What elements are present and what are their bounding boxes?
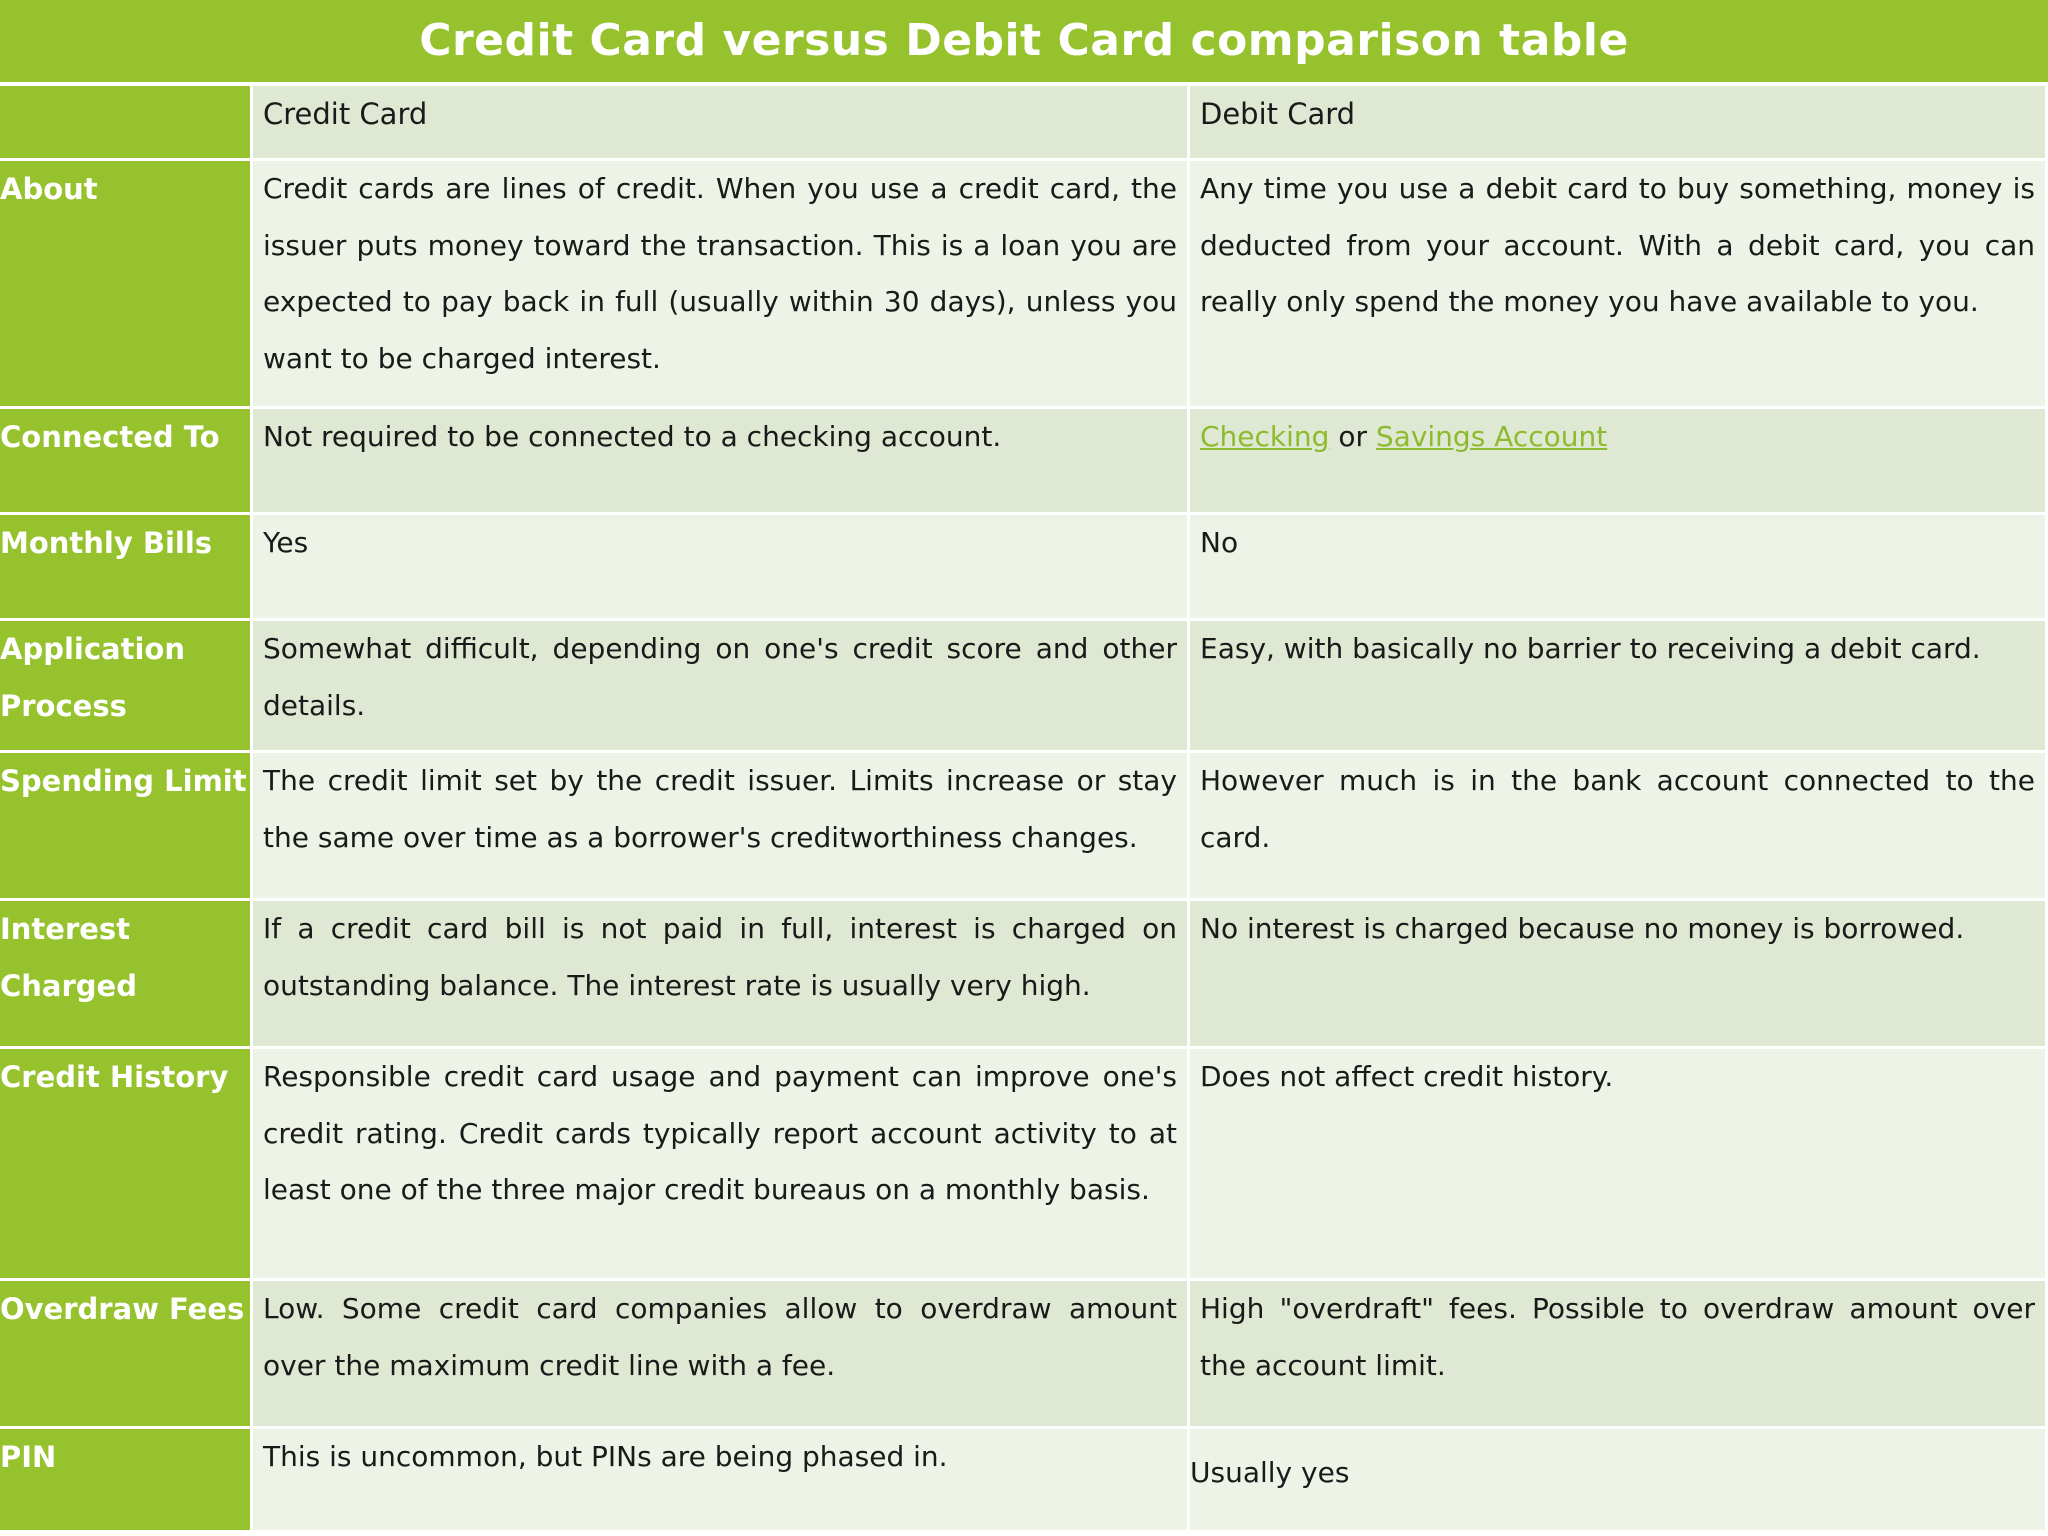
debit-cell-credit-history: Does not affect credit history.: [1190, 1049, 2048, 1281]
comparison-table: [0, 86, 2048, 1533]
header-debit-card: Debit Card: [1190, 86, 2048, 161]
credit-cell-connected-to: Not required to be connected to a checking account.: [253, 409, 1190, 515]
debit-cell-interest-charged: No interest is charged because no money is borrowed.: [1190, 901, 2048, 1049]
header-credit-card: Credit Card: [253, 86, 1190, 161]
credit-cell-monthly-bills: Yes: [253, 515, 1190, 621]
debit-cell-spending-limit: However much is in the bank account connected to the card.: [1190, 753, 2048, 901]
table-row: [0, 753, 2048, 901]
credit-cell-spending-limit: The credit limit set by the credit issuer. Limits increase or stay the same over time as a borrower's creditworthiness changes.: [253, 753, 1190, 901]
page-title: Credit Card versus Debit Card comparison table: [0, 0, 2048, 82]
table-row: [0, 161, 2048, 409]
debit-cell-monthly-bills: No: [1190, 515, 2048, 621]
credit-cell-credit-history: Responsible credit card usage and payment can improve one's credit rating. Credit cards typically report account activity to at least one of the three major credit bureaus on a monthly basis.: [253, 1049, 1190, 1281]
row-label-about: About: [0, 161, 253, 409]
header-corner-cell: [0, 86, 253, 161]
debit-cell-overdraw-fees: High "overdraft" fees. Possible to overdraw amount over the account limit.: [1190, 1281, 2048, 1429]
credit-cell-interest-charged: If a credit card bill is not paid in full, interest is charged on outstanding balance. The interest rate is usually very high.: [253, 901, 1190, 1049]
connector-text: or: [1329, 420, 1376, 453]
table-row: [0, 901, 2048, 1049]
table-row: [0, 1429, 2048, 1533]
row-label-connected-to: Connected To: [0, 409, 253, 515]
row-label-monthly-bills: Monthly Bills: [0, 515, 253, 621]
table-row: [0, 1281, 2048, 1429]
table-header-row: [0, 86, 2048, 161]
credit-cell-about: Credit cards are lines of credit. When you use a credit card, the issuer puts money toward the transaction. This is a loan you are expected to pay back in full (usually within 30 days), unless you want to be charged interest.: [253, 161, 1190, 409]
debit-cell-about: Any time you use a debit card to buy something, money is deducted from your account. With a debit card, you can really only spend the money you have available to you.: [1190, 161, 2048, 409]
debit-pin-text: Usually yes: [1190, 1456, 1350, 1489]
table-row: [0, 621, 2048, 753]
comparison-table-container: [0, 86, 2048, 1533]
debit-cell-application-process: Easy, with basically no barrier to receiving a debit card.: [1190, 621, 2048, 753]
debit-cell-pin: [1190, 1429, 2048, 1533]
credit-cell-application-process: Somewhat difficult, depending on one's credit score and other details.: [253, 621, 1190, 753]
row-label-pin: PIN: [0, 1429, 253, 1533]
credit-cell-overdraw-fees: Low. Some credit card companies allow to overdraw amount over the maximum credit line with a fee.: [253, 1281, 1190, 1429]
table-row: [0, 409, 2048, 515]
debit-cell-connected-to: [1190, 409, 2048, 515]
table-row: [0, 515, 2048, 621]
savings-account-link[interactable]: Savings Account: [1375, 420, 1608, 453]
table-row: [0, 1049, 2048, 1281]
row-label-application-process: Application Process: [0, 621, 253, 753]
row-label-spending-limit: Spending Limit: [0, 753, 253, 901]
row-label-interest-charged: Interest Charged: [0, 901, 253, 1049]
checking-link[interactable]: Checking: [1200, 420, 1330, 453]
credit-cell-pin: This is uncommon, but PINs are being phased in.: [253, 1429, 1190, 1533]
row-label-overdraw-fees: Overdraw Fees: [0, 1281, 253, 1429]
row-label-credit-history: Credit History: [0, 1049, 253, 1281]
